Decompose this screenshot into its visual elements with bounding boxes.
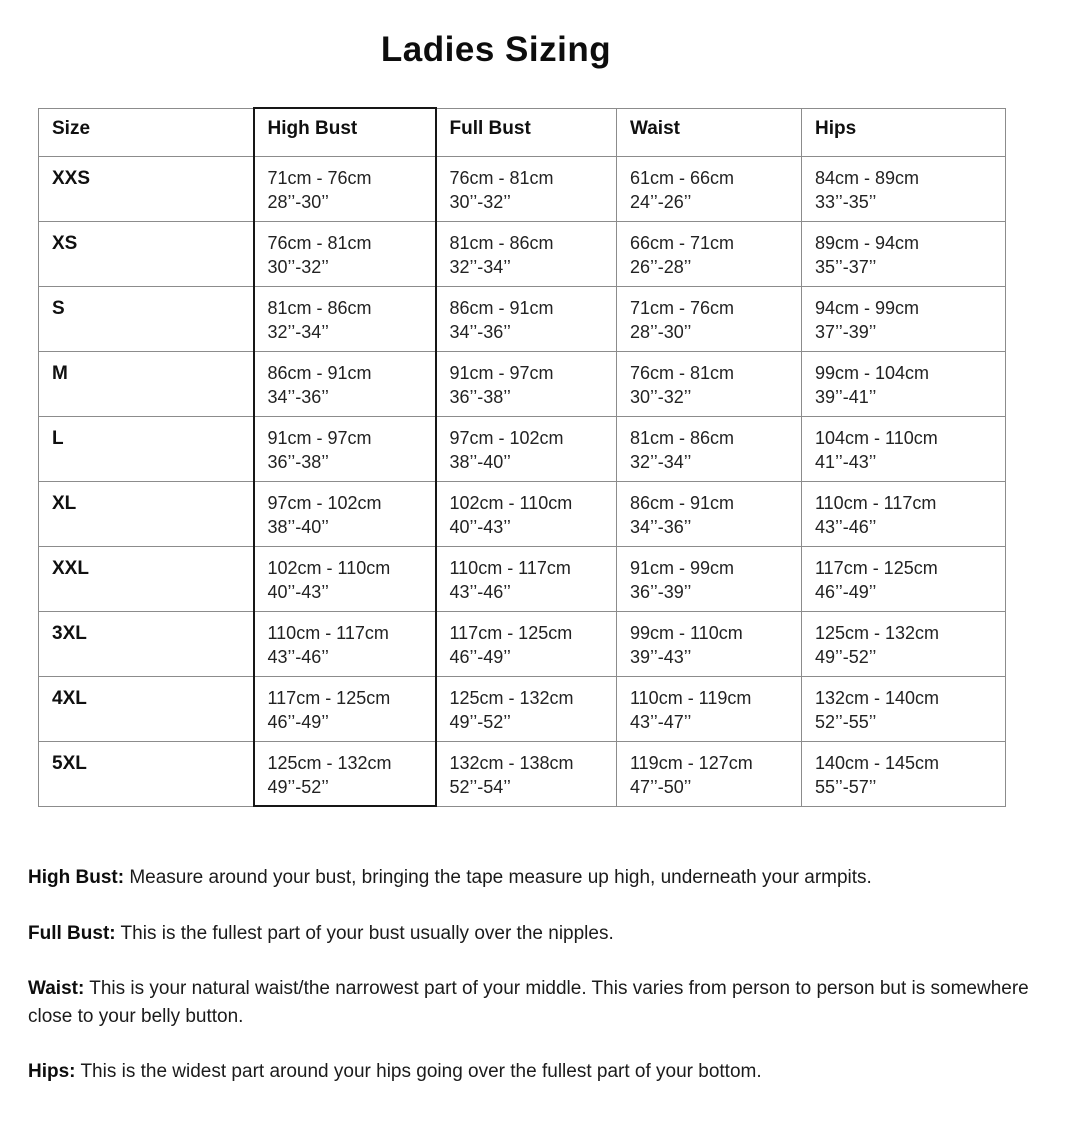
table-row-xxl xyxy=(39,546,1006,611)
full-bust-cell xyxy=(436,221,617,286)
waist-cell xyxy=(617,481,802,546)
size-label: XS xyxy=(39,221,254,286)
high-bust-cell xyxy=(254,546,436,611)
inch-range: 40’’-43’’ xyxy=(267,581,329,602)
hips-cell xyxy=(802,156,1006,221)
cm-range: 66cm - 71cm xyxy=(630,232,735,253)
inch-range: 39’’-43’’ xyxy=(630,646,692,667)
cm-range: 125cm - 132cm xyxy=(815,622,940,643)
inch-range: 49’’-52’’ xyxy=(449,711,511,732)
cm-range: 91cm - 97cm xyxy=(449,362,554,383)
cm-range: 81cm - 86cm xyxy=(267,297,372,318)
inch-range: 34’’-36’’ xyxy=(630,516,692,537)
inch-range: 43’’-46’’ xyxy=(815,516,877,537)
cm-range: 86cm - 91cm xyxy=(630,492,735,513)
cm-range: 140cm - 145cm xyxy=(815,752,940,773)
sizing-chart-page xyxy=(0,30,1068,1086)
hips-cell xyxy=(802,741,1006,806)
cm-range: 110cm - 117cm xyxy=(267,622,389,643)
table-row-l xyxy=(39,416,1006,481)
cm-range: 102cm - 110cm xyxy=(267,557,391,578)
hips-cell xyxy=(802,351,1006,416)
waist-cell xyxy=(617,676,802,741)
high-bust-cell xyxy=(254,741,436,806)
cm-range: 71cm - 76cm xyxy=(267,167,372,188)
column-header-full-bust: Full Bust xyxy=(436,108,617,156)
inch-range: 40’’-43’’ xyxy=(449,516,511,537)
high-bust-cell xyxy=(254,221,436,286)
cm-range: 125cm - 132cm xyxy=(267,752,392,773)
cm-range: 89cm - 94cm xyxy=(815,232,920,253)
cm-range: 117cm - 125cm xyxy=(267,687,391,708)
waist-cell xyxy=(617,351,802,416)
cm-range: 132cm - 140cm xyxy=(815,687,940,708)
inch-range: 28’’-30’’ xyxy=(630,321,692,342)
full-bust-cell xyxy=(436,156,617,221)
inch-range: 28’’-30’’ xyxy=(267,191,329,212)
inch-range: 43’’-47’’ xyxy=(630,711,692,732)
inch-range: 38’’-40’’ xyxy=(449,451,511,472)
inch-range: 30’’-32’’ xyxy=(449,191,511,212)
size-label: L xyxy=(39,416,254,481)
high-bust-cell xyxy=(254,156,436,221)
hips-cell xyxy=(802,481,1006,546)
cm-range: 81cm - 86cm xyxy=(630,427,735,448)
cm-range: 97cm - 102cm xyxy=(267,492,382,513)
note-text: This is the widest part around your hips going over the fullest part of your bottom. xyxy=(80,1061,762,1083)
cm-range: 110cm - 117cm xyxy=(449,557,571,578)
inch-range: 39’’-41’’ xyxy=(815,386,877,407)
inch-range: 46’’-49’’ xyxy=(815,581,877,602)
cm-range: 84cm - 89cm xyxy=(815,167,920,188)
size-label: 4XL xyxy=(39,676,254,741)
cm-range: 94cm - 99cm xyxy=(815,297,920,318)
full-bust-cell xyxy=(436,286,617,351)
measurement-notes xyxy=(28,864,1042,1086)
inch-range: 46’’-49’’ xyxy=(449,646,511,667)
waist-cell xyxy=(617,611,802,676)
cm-range: 91cm - 99cm xyxy=(630,557,735,578)
table-row-xxs xyxy=(39,156,1006,221)
hips-cell xyxy=(802,676,1006,741)
full-bust-cell xyxy=(436,676,617,741)
page-title: Ladies Sizing xyxy=(380,30,612,69)
cm-range: 110cm - 117cm xyxy=(815,492,937,513)
size-label: S xyxy=(39,286,254,351)
waist-cell xyxy=(617,416,802,481)
note-term: Waist: xyxy=(28,978,85,1000)
size-label: 3XL xyxy=(39,611,254,676)
inch-range: 46’’-49’’ xyxy=(267,711,329,732)
cm-range: 91cm - 97cm xyxy=(267,427,372,448)
full-bust-cell xyxy=(436,481,617,546)
waist-cell xyxy=(617,221,802,286)
table-body xyxy=(39,156,1006,806)
note-high-bust xyxy=(28,864,1042,892)
inch-range: 41’’-43’’ xyxy=(815,451,877,472)
column-header-hips: Hips xyxy=(802,108,1006,156)
inch-range: 32’’-34’’ xyxy=(267,321,329,342)
cm-range: 132cm - 138cm xyxy=(449,752,574,773)
hips-cell xyxy=(802,221,1006,286)
hips-cell xyxy=(802,611,1006,676)
cm-range: 86cm - 91cm xyxy=(267,362,372,383)
full-bust-cell xyxy=(436,611,617,676)
cm-range: 110cm - 119cm xyxy=(630,687,752,708)
cm-range: 97cm - 102cm xyxy=(449,427,564,448)
waist-cell xyxy=(617,741,802,806)
inch-range: 47’’-50’’ xyxy=(630,776,692,797)
table-row-5xl xyxy=(39,741,1006,806)
inch-range: 36’’-38’’ xyxy=(449,386,511,407)
size-label: M xyxy=(39,351,254,416)
sizing-table xyxy=(38,107,1006,807)
waist-cell xyxy=(617,546,802,611)
hips-cell xyxy=(802,416,1006,481)
inch-range: 32’’-34’’ xyxy=(449,256,511,277)
inch-range: 35’’-37’’ xyxy=(815,256,877,277)
cm-range: 104cm - 110cm xyxy=(815,427,938,448)
cm-range: 99cm - 110cm xyxy=(630,622,743,643)
inch-range: 49’’-52’’ xyxy=(267,776,329,797)
full-bust-cell xyxy=(436,741,617,806)
inch-range: 26’’-28’’ xyxy=(630,256,692,277)
inch-range: 34’’-36’’ xyxy=(267,386,329,407)
hips-cell xyxy=(802,546,1006,611)
cm-range: 117cm - 125cm xyxy=(815,557,938,578)
inch-range: 34’’-36’’ xyxy=(449,321,511,342)
table-row-m xyxy=(39,351,1006,416)
cm-range: 117cm - 125cm xyxy=(449,622,573,643)
cm-range: 81cm - 86cm xyxy=(449,232,554,253)
table-row-xl xyxy=(39,481,1006,546)
inch-range: 33’’-35’’ xyxy=(815,191,877,212)
table-row-4xl xyxy=(39,676,1006,741)
full-bust-cell xyxy=(436,351,617,416)
cm-range: 76cm - 81cm xyxy=(449,167,554,188)
full-bust-cell xyxy=(436,416,617,481)
inch-range: 30’’-32’’ xyxy=(630,386,692,407)
size-label: XXL xyxy=(39,546,254,611)
cm-range: 71cm - 76cm xyxy=(630,297,735,318)
high-bust-cell xyxy=(254,676,436,741)
inch-range: 43’’-46’’ xyxy=(449,581,511,602)
high-bust-cell xyxy=(254,611,436,676)
note-full-bust xyxy=(28,920,1042,948)
inch-range: 49’’-52’’ xyxy=(815,646,877,667)
note-term: High Bust: xyxy=(28,867,125,889)
note-text: This is your natural waist/the narrowest part of your middle. This varies from person to person but is somewhere close to your belly button. xyxy=(28,978,1029,1027)
size-label: XXS xyxy=(39,156,254,221)
header-row xyxy=(39,108,1006,156)
cm-range: 125cm - 132cm xyxy=(449,687,574,708)
table-row-xs xyxy=(39,221,1006,286)
inch-range: 55’’-57’’ xyxy=(815,776,877,797)
high-bust-cell xyxy=(254,351,436,416)
inch-range: 30’’-32’’ xyxy=(267,256,329,277)
size-label: XL xyxy=(39,481,254,546)
inch-range: 52’’-55’’ xyxy=(815,711,877,732)
table-row-s xyxy=(39,286,1006,351)
full-bust-cell xyxy=(436,546,617,611)
note-term: Hips: xyxy=(28,1061,76,1083)
cm-range: 86cm - 91cm xyxy=(449,297,554,318)
cm-range: 76cm - 81cm xyxy=(267,232,372,253)
note-term: Full Bust: xyxy=(28,922,116,944)
inch-range: 52’’-54’’ xyxy=(449,776,511,797)
cm-range: 102cm - 110cm xyxy=(449,492,573,513)
column-header-size: Size xyxy=(39,108,254,156)
note-waist xyxy=(28,975,1042,1030)
inch-range: 37’’-39’’ xyxy=(815,321,877,342)
table-row-3xl xyxy=(39,611,1006,676)
cm-range: 61cm - 66cm xyxy=(630,167,735,188)
inch-range: 38’’-40’’ xyxy=(267,516,329,537)
waist-cell xyxy=(617,286,802,351)
note-hips xyxy=(28,1058,1042,1086)
cm-range: 76cm - 81cm xyxy=(630,362,735,383)
high-bust-cell xyxy=(254,481,436,546)
hips-cell xyxy=(802,286,1006,351)
waist-cell xyxy=(617,156,802,221)
note-text: Measure around your bust, bringing the tape measure up high, underneath your armpits. xyxy=(129,867,872,889)
cm-range: 99cm - 104cm xyxy=(815,362,930,383)
cm-range: 119cm - 127cm xyxy=(630,752,753,773)
inch-range: 43’’-46’’ xyxy=(267,646,329,667)
column-header-waist: Waist xyxy=(617,108,802,156)
high-bust-cell xyxy=(254,416,436,481)
high-bust-cell xyxy=(254,286,436,351)
inch-range: 36’’-38’’ xyxy=(267,451,329,472)
note-text: This is the fullest part of your bust usually over the nipples. xyxy=(120,922,614,944)
size-label: 5XL xyxy=(39,741,254,806)
inch-range: 32’’-34’’ xyxy=(630,451,692,472)
column-header-high-bust: High Bust xyxy=(254,108,436,156)
inch-range: 36’’-39’’ xyxy=(630,581,692,602)
inch-range: 24’’-26’’ xyxy=(630,191,692,212)
